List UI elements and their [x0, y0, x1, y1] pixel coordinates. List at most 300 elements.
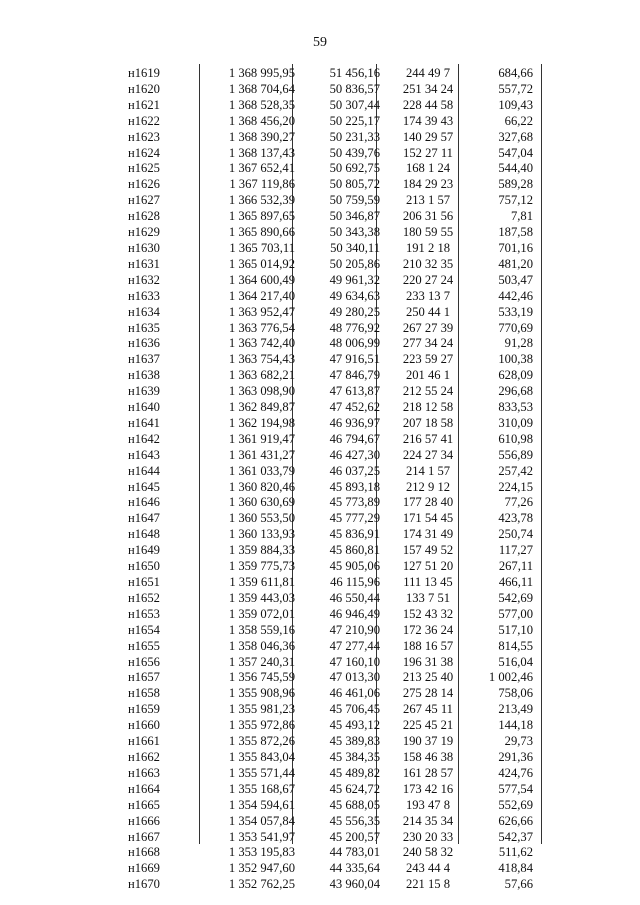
direction-angle-cell: 240 58 32 [402, 845, 454, 860]
direction-angle-cell: 188 16 57 [402, 638, 454, 653]
direction-angle-cell: 223 59 27 [402, 352, 454, 367]
direction-angle-cell: 210 32 35 [402, 256, 454, 271]
distance-cell: 213,49 [498, 702, 533, 717]
point-id-cell: н1660 [128, 718, 160, 733]
y-coordinate-cell: 47 210,90 [329, 622, 380, 637]
distance-cell: 291,36 [498, 749, 533, 764]
direction-angle-cell: 277 34 24 [402, 336, 454, 351]
table-row [118, 814, 542, 830]
table-row [118, 352, 542, 368]
distance-cell: 517,10 [498, 622, 533, 637]
direction-angle-cell: 207 18 58 [402, 415, 454, 430]
y-coordinate-cell: 45 860,81 [329, 543, 380, 558]
table-row [118, 543, 542, 559]
x-coordinate-cell: 1 355 168,67 [228, 781, 295, 796]
distance-cell: 503,47 [498, 272, 533, 287]
y-coordinate-cell: 47 452,62 [329, 400, 380, 415]
distance-cell: 814,55 [498, 638, 533, 653]
direction-angle-cell: 225 45 21 [402, 718, 454, 733]
table-row [118, 655, 542, 671]
x-coordinate-cell: 1 356 745,59 [228, 670, 295, 685]
y-coordinate-cell: 45 624,72 [329, 781, 380, 796]
table-row [118, 321, 542, 337]
table-row [118, 782, 542, 798]
y-coordinate-cell: 45 893,18 [329, 479, 380, 494]
point-id-cell: н1662 [128, 749, 160, 764]
x-coordinate-cell: 1 363 952,47 [228, 304, 295, 319]
direction-angle-cell: 152 27 11 [403, 145, 453, 160]
y-coordinate-cell: 45 688,05 [329, 797, 380, 812]
point-id-cell: н1666 [128, 813, 160, 828]
direction-angle-cell: 218 12 58 [402, 400, 454, 415]
direction-angle-cell: 212 55 24 [402, 384, 454, 399]
distance-cell: 833,53 [498, 400, 533, 415]
point-id-cell: н1647 [128, 511, 160, 526]
x-coordinate-cell: 1 367 119,86 [229, 177, 295, 192]
table-row [118, 559, 542, 575]
direction-angle-cell: 251 34 24 [402, 81, 454, 96]
point-id-cell: н1643 [128, 447, 160, 462]
point-id-cell: н1620 [128, 81, 160, 96]
direction-angle-cell: 161 28 57 [402, 765, 454, 780]
direction-angle-cell: 180 59 55 [402, 225, 454, 240]
y-coordinate-cell: 50 343,38 [329, 225, 380, 240]
x-coordinate-cell: 1 364 217,40 [228, 288, 295, 303]
point-id-cell: н1624 [128, 145, 160, 160]
table-row [118, 336, 542, 352]
y-coordinate-cell: 46 794,67 [329, 431, 380, 446]
y-coordinate-cell: 45 200,57 [329, 829, 380, 844]
direction-angle-cell: 171 54 45 [402, 511, 454, 526]
x-coordinate-cell: 1 355 872,26 [228, 734, 295, 749]
y-coordinate-cell: 49 961,32 [329, 272, 380, 287]
point-id-cell: н1641 [128, 415, 160, 430]
y-coordinate-cell: 50 205,86 [329, 256, 380, 271]
x-coordinate-cell: 1 360 133,93 [228, 527, 295, 542]
table-row [118, 177, 542, 193]
x-coordinate-cell: 1 363 776,54 [228, 320, 295, 335]
table-row [118, 718, 542, 734]
table-row [118, 289, 542, 305]
x-coordinate-cell: 1 368 528,35 [228, 97, 295, 112]
distance-cell: 91,28 [504, 336, 533, 351]
direction-angle-cell: 233 13 7 [405, 288, 451, 303]
direction-angle-cell: 173 42 16 [402, 781, 454, 796]
point-id-cell: н1631 [128, 256, 160, 271]
table-row [118, 448, 542, 464]
table-row [118, 575, 542, 591]
distance-cell: 577,00 [498, 606, 533, 621]
x-coordinate-cell: 1 361 033,79 [228, 463, 295, 478]
point-id-cell: н1668 [128, 845, 160, 860]
table-row [118, 750, 542, 766]
distance-cell: 442,46 [498, 288, 533, 303]
distance-cell: 544,40 [498, 161, 533, 176]
y-coordinate-cell: 46 946,49 [329, 606, 380, 621]
y-coordinate-cell: 45 777,29 [329, 511, 380, 526]
table-row [118, 607, 542, 623]
direction-angle-cell: 184 29 23 [402, 177, 454, 192]
y-coordinate-cell: 47 916,51 [329, 352, 380, 367]
distance-cell: 589,28 [498, 177, 533, 192]
direction-angle-cell: 158 46 38 [402, 749, 454, 764]
x-coordinate-cell: 1 363 098,90 [228, 384, 295, 399]
table-row [118, 66, 542, 82]
table-row [118, 830, 542, 846]
distance-cell: 758,06 [498, 686, 533, 701]
point-id-cell: н1669 [128, 861, 160, 876]
y-coordinate-cell: 50 346,87 [329, 209, 380, 224]
point-id-cell: н1648 [128, 527, 160, 542]
x-coordinate-cell: 1 368 995,95 [228, 66, 295, 80]
x-coordinate-cell: 1 365 890,66 [228, 225, 295, 240]
distance-cell: 557,72 [498, 81, 533, 96]
table-row [118, 639, 542, 655]
table-row [118, 241, 542, 257]
point-id-cell: н1640 [128, 400, 160, 415]
y-coordinate-cell: 47 013,30 [329, 670, 380, 685]
y-coordinate-cell: 46 550,44 [329, 590, 380, 605]
y-coordinate-cell: 46 461,06 [329, 686, 380, 701]
distance-cell: 57,66 [504, 877, 533, 892]
table-row [118, 368, 542, 384]
direction-angle-cell: 190 37 19 [402, 734, 454, 749]
direction-angle-cell: 140 29 57 [402, 129, 454, 144]
distance-cell: 423,78 [498, 511, 533, 526]
direction-angle-cell: 220 27 24 [402, 272, 454, 287]
distance-cell: 701,16 [498, 240, 533, 255]
point-id-cell: н1630 [128, 240, 160, 255]
direction-angle-cell: 174 39 43 [402, 113, 454, 128]
x-coordinate-cell: 1 363 682,21 [228, 368, 295, 383]
table-row [118, 432, 542, 448]
distance-cell: 267,11 [498, 559, 533, 574]
y-coordinate-cell: 50 805,72 [329, 177, 380, 192]
distance-cell: 418,84 [498, 861, 533, 876]
y-coordinate-cell: 45 836,91 [329, 527, 380, 542]
table-row [118, 273, 542, 289]
direction-angle-cell: 267 27 39 [402, 320, 454, 335]
y-coordinate-cell: 44 783,01 [329, 845, 380, 860]
direction-angle-cell: 157 49 52 [402, 543, 454, 558]
direction-angle-cell: 127 51 20 [402, 559, 454, 574]
y-coordinate-cell: 49 280,25 [329, 304, 380, 319]
point-id-cell: н1667 [128, 829, 160, 844]
table-row [118, 877, 542, 893]
table-row [118, 845, 542, 861]
y-coordinate-cell: 45 384,35 [329, 749, 380, 764]
direction-angle-cell: 275 28 14 [402, 686, 454, 701]
point-id-cell: н1654 [128, 622, 160, 637]
table-row [118, 702, 542, 718]
table-row [118, 670, 542, 686]
table-row [118, 257, 542, 273]
point-id-cell: н1633 [128, 288, 160, 303]
point-id-cell: н1637 [128, 352, 160, 367]
table-row [118, 193, 542, 209]
point-id-cell: н1639 [128, 384, 160, 399]
y-coordinate-cell: 47 160,10 [329, 654, 380, 669]
distance-cell: 424,76 [498, 765, 533, 780]
direction-angle-cell: 243 44 4 [405, 861, 451, 876]
point-id-cell: н1661 [128, 734, 160, 749]
point-id-cell: н1649 [128, 543, 160, 558]
page-number: 59 [313, 35, 327, 50]
point-id-cell: н1635 [128, 320, 160, 335]
x-coordinate-cell: 1 365 703,11 [229, 240, 295, 255]
y-coordinate-cell: 50 439,76 [329, 145, 380, 160]
table-row [118, 82, 542, 98]
point-id-cell: н1655 [128, 638, 160, 653]
x-coordinate-cell: 1 361 919,47 [228, 431, 295, 446]
table-row [118, 495, 542, 511]
x-coordinate-cell: 1 364 600,49 [228, 272, 295, 287]
y-coordinate-cell: 50 692,75 [329, 161, 380, 176]
distance-cell: 542,69 [498, 590, 533, 605]
table-row [118, 161, 542, 177]
direction-angle-cell: 196 31 38 [402, 654, 454, 669]
x-coordinate-cell: 1 355 908,96 [228, 686, 295, 701]
x-coordinate-cell: 1 368 137,43 [228, 145, 295, 160]
x-coordinate-cell: 1 363 742,40 [228, 336, 295, 351]
point-id-cell: н1636 [128, 336, 160, 351]
distance-cell: 684,66 [498, 66, 533, 80]
point-id-cell: н1638 [128, 368, 160, 383]
distance-cell: 516,04 [498, 654, 533, 669]
table-row [118, 511, 542, 527]
table-row [118, 623, 542, 639]
point-id-cell: н1634 [128, 304, 160, 319]
point-id-cell: н1619 [128, 66, 160, 80]
point-id-cell: н1659 [128, 702, 160, 717]
distance-cell: 29,73 [504, 734, 533, 749]
y-coordinate-cell: 45 773,89 [329, 495, 380, 510]
table-row [118, 225, 542, 241]
x-coordinate-cell: 1 355 972,86 [228, 718, 295, 733]
x-coordinate-cell: 1 367 652,41 [228, 161, 295, 176]
point-id-cell: н1664 [128, 781, 160, 796]
table-row [118, 209, 542, 225]
direction-angle-cell: 212 9 12 [405, 479, 451, 494]
x-coordinate-cell: 1 355 981,23 [228, 702, 295, 717]
distance-cell: 310,09 [498, 415, 533, 430]
x-coordinate-cell: 1 359 072,01 [228, 606, 295, 621]
y-coordinate-cell: 48 006,99 [329, 336, 380, 351]
x-coordinate-cell: 1 365 897,65 [228, 209, 295, 224]
point-id-cell: н1651 [128, 575, 160, 589]
point-id-cell: н1629 [128, 225, 160, 240]
table-row [118, 798, 542, 814]
distance-cell: 1 002,46 [488, 670, 533, 685]
distance-cell: 250,74 [498, 527, 533, 542]
x-coordinate-cell: 1 355 571,44 [228, 765, 295, 780]
direction-angle-cell: 152 43 32 [402, 606, 454, 621]
table-row [118, 686, 542, 702]
y-coordinate-cell: 45 489,82 [329, 765, 380, 780]
y-coordinate-cell: 45 556,35 [329, 813, 380, 828]
table-row [118, 400, 542, 416]
x-coordinate-cell: 1 360 553,50 [228, 511, 295, 526]
y-coordinate-cell: 50 836,57 [329, 81, 380, 96]
x-coordinate-cell: 1 353 541,97 [228, 829, 295, 844]
y-coordinate-cell: 47 277,44 [329, 638, 380, 653]
point-id-cell: н1656 [128, 654, 160, 669]
distance-cell: 77,26 [504, 495, 533, 510]
distance-cell: 296,68 [498, 384, 533, 399]
direction-angle-cell: 172 36 24 [402, 622, 454, 637]
point-id-cell: н1642 [128, 431, 160, 446]
direction-angle-cell: 201 46 1 [405, 368, 451, 383]
x-coordinate-cell: 1 359 611,81 [229, 575, 295, 589]
point-id-cell: н1632 [128, 272, 160, 287]
direction-angle-cell: 250 44 1 [405, 304, 451, 319]
y-coordinate-cell: 43 960,04 [329, 877, 380, 892]
distance-cell: 109,43 [498, 97, 533, 112]
x-coordinate-cell: 1 357 240,31 [228, 654, 295, 669]
direction-angle-cell: 206 31 56 [402, 209, 454, 224]
table-row [118, 527, 542, 543]
direction-angle-cell: 224 27 34 [402, 447, 454, 462]
direction-angle-cell: 221 15 8 [405, 877, 451, 892]
direction-angle-cell: 230 20 33 [402, 829, 454, 844]
table-row [118, 114, 542, 130]
distance-cell: 327,68 [498, 129, 533, 144]
direction-angle-cell: 216 57 41 [402, 431, 454, 446]
table-row [118, 384, 542, 400]
x-coordinate-cell: 1 359 884,33 [228, 543, 295, 558]
y-coordinate-cell: 50 759,59 [329, 193, 380, 208]
point-id-cell: н1653 [128, 606, 160, 621]
coordinates-table-body [118, 66, 542, 893]
point-id-cell: н1627 [128, 193, 160, 208]
point-id-cell: н1622 [128, 113, 160, 128]
distance-cell: 511,62 [498, 845, 533, 860]
direction-angle-cell: 177 28 40 [402, 495, 454, 510]
y-coordinate-cell: 50 231,33 [329, 129, 380, 144]
direction-angle-cell: 213 25 40 [402, 670, 454, 685]
distance-cell: 117,27 [498, 543, 533, 558]
table-row [118, 591, 542, 607]
direction-angle-cell: 228 44 58 [402, 97, 454, 112]
y-coordinate-cell: 49 634,63 [329, 288, 380, 303]
direction-angle-cell: 213 1 57 [405, 193, 451, 208]
table-row [118, 146, 542, 162]
y-coordinate-cell: 51 456,16 [329, 66, 380, 80]
point-id-cell: н1665 [128, 797, 160, 812]
point-id-cell: н1657 [128, 670, 160, 685]
table-row [118, 130, 542, 146]
distance-cell: 556,89 [498, 447, 533, 462]
distance-cell: 481,20 [498, 256, 533, 271]
point-id-cell: н1621 [128, 97, 160, 112]
distance-cell: 628,09 [498, 368, 533, 383]
distance-cell: 770,69 [498, 320, 533, 335]
x-coordinate-cell: 1 360 630,69 [228, 495, 295, 510]
y-coordinate-cell: 46 115,96 [330, 575, 380, 589]
y-coordinate-cell: 50 340,11 [330, 240, 380, 255]
point-id-cell: н1646 [128, 495, 160, 510]
table-row [118, 416, 542, 432]
direction-angle-cell: 214 1 57 [405, 463, 451, 478]
y-coordinate-cell: 46 427,30 [329, 447, 380, 462]
distance-cell: 466,11 [498, 575, 533, 589]
distance-cell: 577,54 [498, 781, 533, 796]
distance-cell: 187,58 [498, 225, 533, 240]
x-coordinate-cell: 1 365 014,92 [228, 256, 295, 271]
table-row [118, 766, 542, 782]
point-id-cell: н1650 [128, 559, 160, 574]
y-coordinate-cell: 47 613,87 [329, 384, 380, 399]
distance-cell: 757,12 [498, 193, 533, 208]
x-coordinate-cell: 1 354 057,84 [228, 813, 295, 828]
x-coordinate-cell: 1 362 194,98 [228, 415, 295, 430]
x-coordinate-cell: 1 360 820,46 [228, 479, 295, 494]
point-id-cell: н1628 [128, 209, 160, 224]
y-coordinate-cell: 45 493,12 [329, 718, 380, 733]
table-row [118, 480, 542, 496]
point-id-cell: н1652 [128, 590, 160, 605]
x-coordinate-cell: 1 358 046,36 [228, 638, 295, 653]
x-coordinate-cell: 1 361 431,27 [228, 447, 295, 462]
table-row [118, 861, 542, 877]
y-coordinate-cell: 45 706,45 [329, 702, 380, 717]
distance-cell: 610,98 [498, 431, 533, 446]
direction-angle-cell: 133 7 51 [405, 590, 451, 605]
x-coordinate-cell: 1 353 195,83 [228, 845, 295, 860]
y-coordinate-cell: 45 389,83 [329, 734, 380, 749]
point-id-cell: н1626 [128, 177, 160, 192]
direction-angle-cell: 267 45 11 [403, 702, 453, 717]
distance-cell: 224,15 [498, 479, 533, 494]
y-coordinate-cell: 46 037,25 [329, 463, 380, 478]
x-coordinate-cell: 1 363 754,43 [228, 352, 295, 367]
table-row [118, 734, 542, 750]
direction-angle-cell: 193 47 8 [405, 797, 451, 812]
point-id-cell: н1663 [128, 765, 160, 780]
distance-cell: 547,04 [498, 145, 533, 160]
y-coordinate-cell: 47 846,79 [329, 368, 380, 383]
x-coordinate-cell: 1 368 390,27 [228, 129, 295, 144]
distance-cell: 542,37 [498, 829, 533, 844]
distance-cell: 552,69 [498, 797, 533, 812]
point-id-cell: н1623 [128, 129, 160, 144]
y-coordinate-cell: 45 905,06 [329, 559, 380, 574]
direction-angle-cell: 168 1 24 [405, 161, 451, 176]
x-coordinate-cell: 1 366 532,39 [228, 193, 295, 208]
x-coordinate-cell: 1 352 947,60 [228, 861, 295, 876]
point-id-cell: н1670 [128, 877, 160, 892]
point-id-cell: н1645 [128, 479, 160, 494]
x-coordinate-cell: 1 362 849,87 [228, 400, 295, 415]
direction-angle-cell: 174 31 49 [402, 527, 454, 542]
distance-cell: 66,22 [504, 113, 533, 128]
x-coordinate-cell: 1 352 762,25 [228, 877, 295, 892]
table-row [118, 98, 542, 114]
direction-angle-cell: 191 2 18 [405, 240, 451, 255]
distance-cell: 144,18 [498, 718, 533, 733]
x-coordinate-cell: 1 368 456,20 [228, 113, 295, 128]
x-coordinate-cell: 1 359 443,03 [228, 590, 295, 605]
distance-cell: 626,66 [498, 813, 533, 828]
point-id-cell: н1625 [128, 161, 160, 176]
direction-angle-cell: 214 35 34 [402, 813, 454, 828]
x-coordinate-cell: 1 354 594,61 [228, 797, 295, 812]
direction-angle-cell: 244 49 7 [405, 66, 451, 80]
x-coordinate-cell: 1 359 775,73 [228, 559, 295, 574]
distance-cell: 533,19 [498, 304, 533, 319]
direction-angle-cell: 111 13 45 [403, 575, 453, 589]
distance-cell: 257,42 [498, 463, 533, 478]
